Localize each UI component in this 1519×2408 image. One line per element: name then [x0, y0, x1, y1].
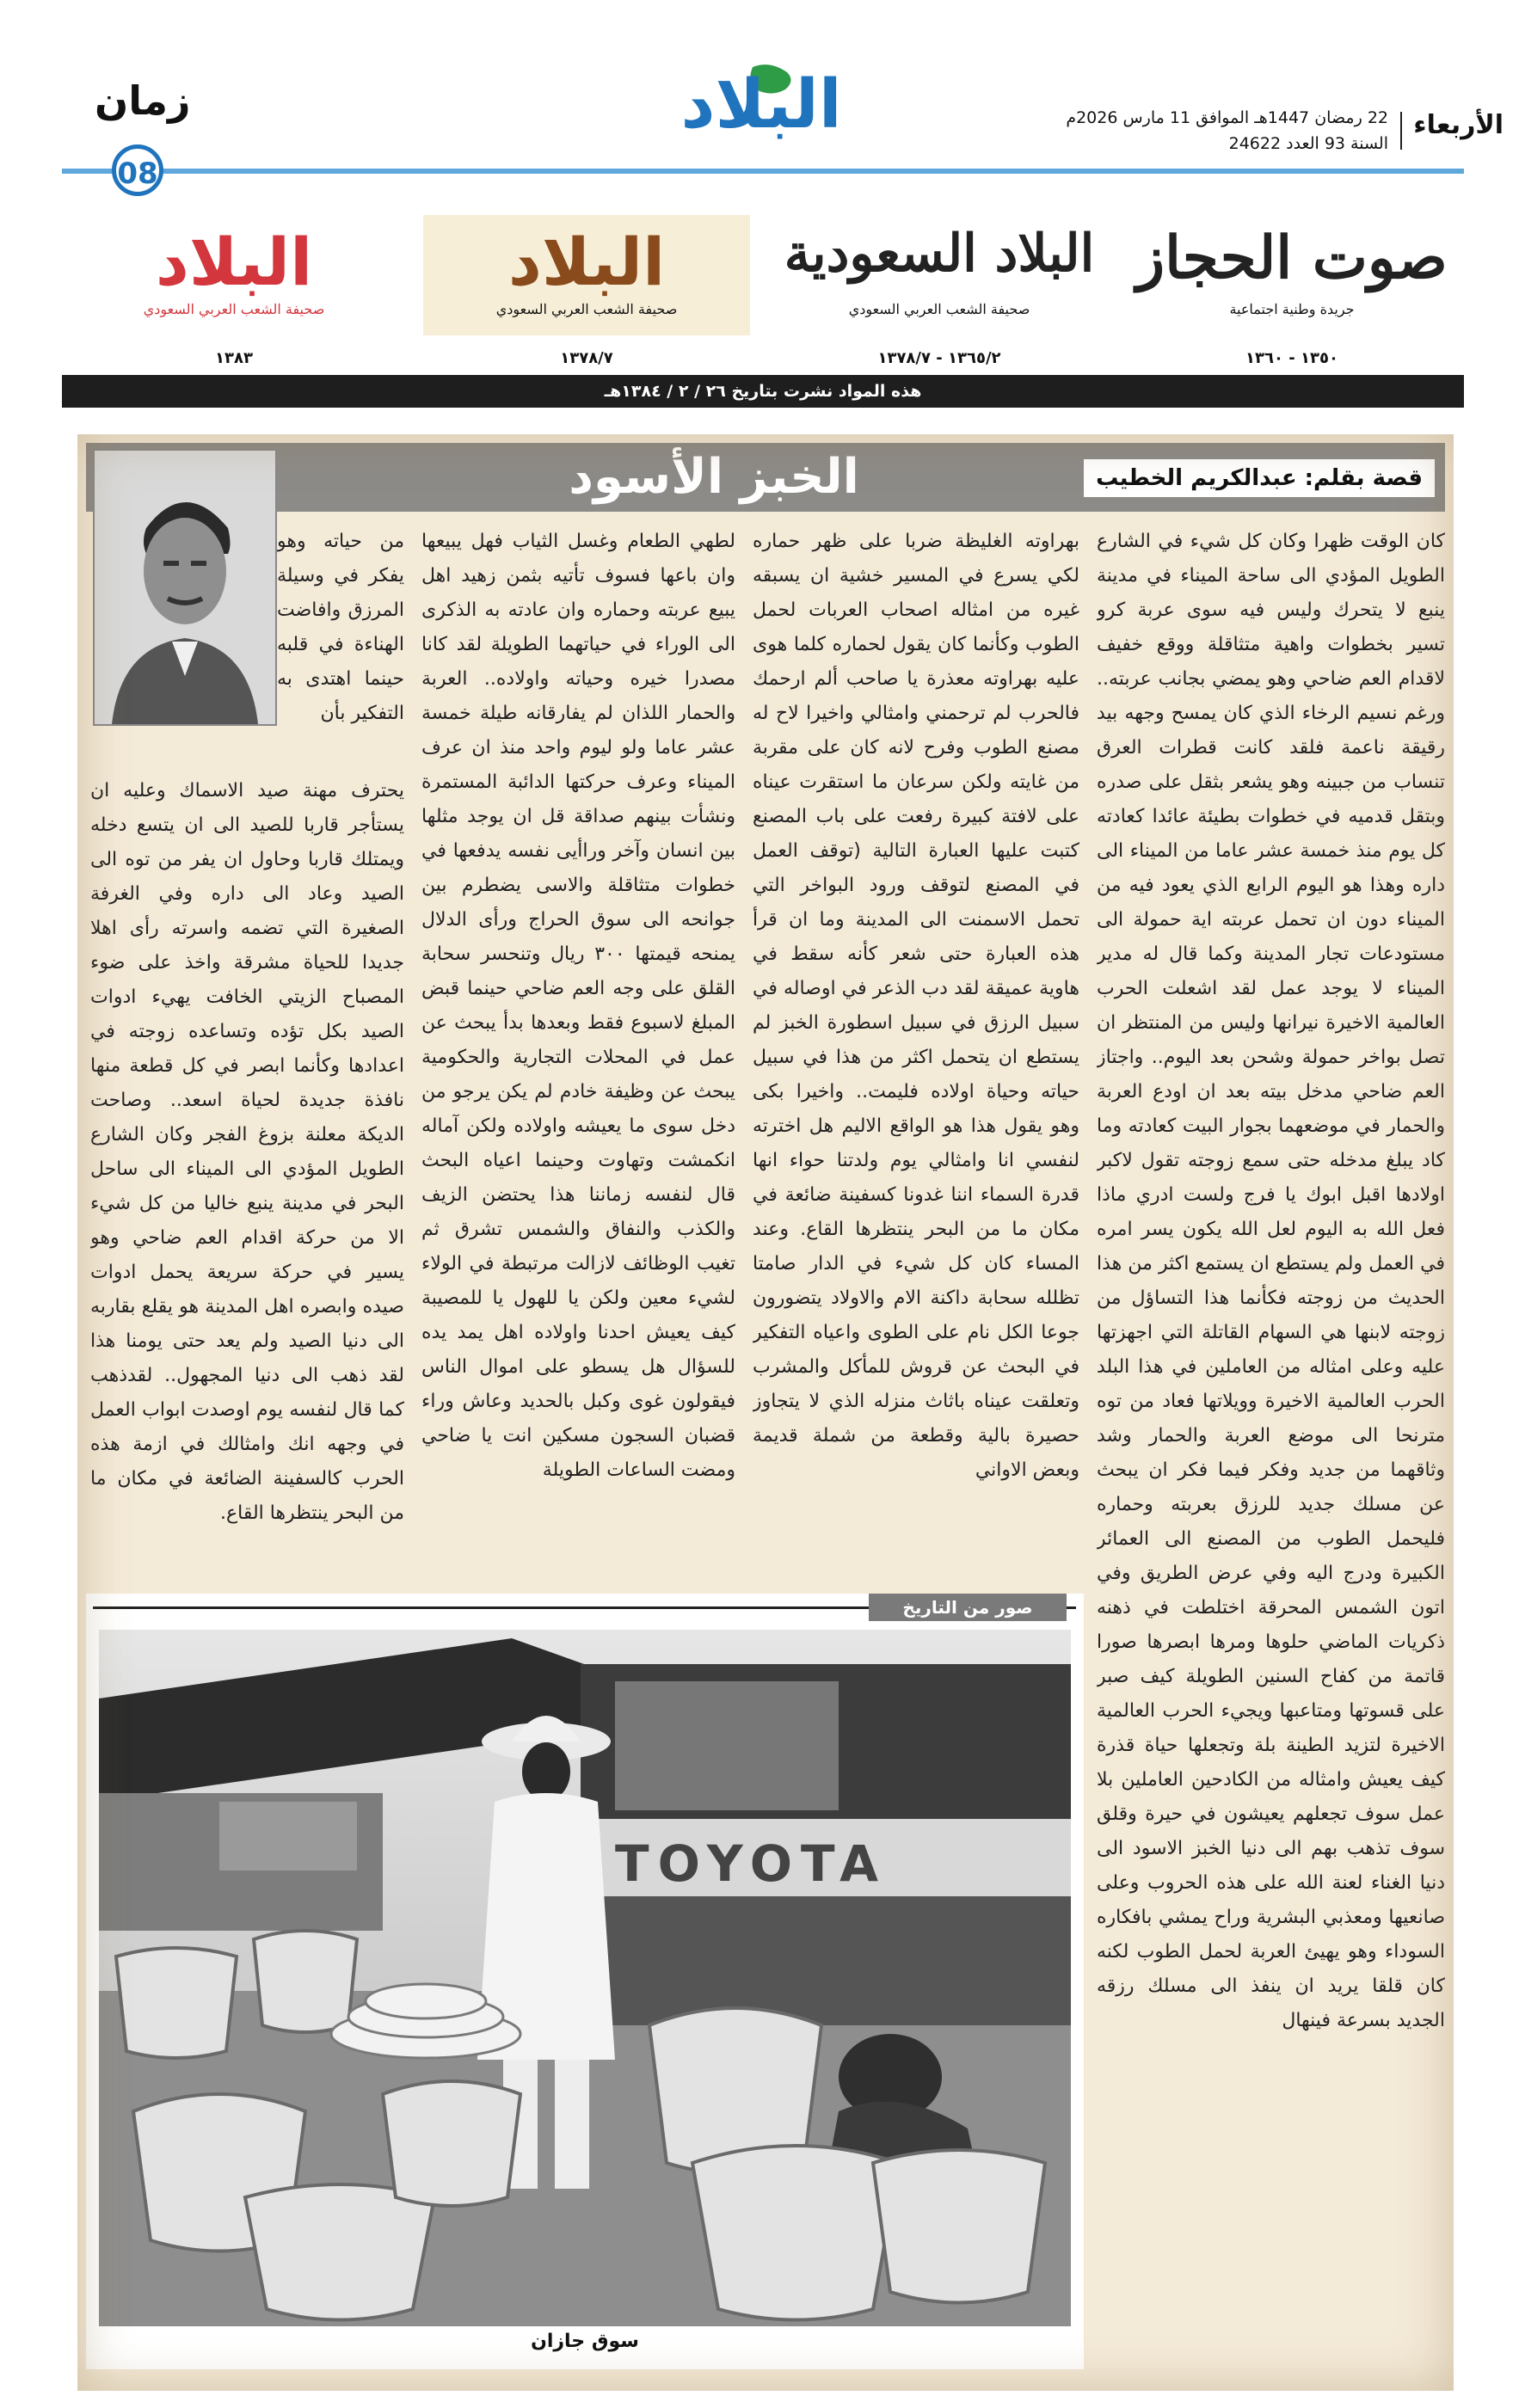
article-text: لطهي الطعام وغسل الثياب فهل يبيعها وان باعها فسوف تأتيه بثمن زهيد اهل يبيع عربته وحماره وان عادته به الذكرى الى الوراء في حياتهما الطويلة لقد كانا مصدرا خيره وحياته واولاده.. العربة والحمار اللذان لم يفارقانه طيلة خمسة عشر عاما ولو ليوم واحد منذ ان عرف الميناء وعرف حركتها الدائبة المستمرة ونشأت بينهم صداقة قل ان يوجد مثلها بين انسان وآخر وراأيى نفسه يدفعها في خطوات متثاقلة والاسى يضطرم بين جوانحه الى سوق الحراج ورأى الدلال يمنحه قيمتها ٣٠٠ ريال وتنحسر سحابة القلق على وجه العم ضاحي حينما قبض المبلغ لاسبوع فقط وبعدها بدأ يبحث عن عمل في المحلات التجارية والحكومية يبحث عن وظيفة خادم لم يكن يرجو من دخل سوى ما يعيشه واولاده ولكن آماله انكمشت وتهاوت وحينما اعياه البحث قال لنفسه زماننا هذا يحتضن الزيف والكذب والنفاق والشمس تشرق ثم تغيب الوظائف لازالت مرتبطة في الولاء لشيء معين ولكن يا للهول يا للمصيبة كيف يعيش احدنا واولاده اهل يمد يده للسؤال هل يسطو على اموال الناس فيقولون غوى وكبل بالحديد وعاش وراء قضبان السجون مسكين انت يا ضاحي ومضت الساعات الطويلة — [421, 531, 735, 1481]
photo-section-label: صور من التاريخ — [869, 1594, 1067, 1621]
old-masthead-years: ١٣٦٥/٢ - ١٣٧٨/٧ — [877, 349, 1001, 367]
article-column-1 — [1097, 525, 1445, 2378]
historical-mastheads — [62, 215, 1464, 370]
photo-caption: سوق جازان — [531, 2331, 639, 2352]
article-column-4-top — [277, 525, 404, 774]
old-masthead-albilad-1378 — [423, 215, 750, 367]
page-number-badge: 08 — [112, 144, 163, 196]
market-photo[interactable] — [99, 1630, 1071, 2326]
old-masthead-subtitle: صحيفة الشعب العربي السعودي — [495, 301, 678, 317]
old-masthead-title: البلاد — [507, 224, 666, 300]
old-masthead-years: ١٣٥٠ - ١٣٦٠ — [1245, 349, 1338, 367]
old-masthead-title: البلاد السعودية — [784, 224, 1095, 284]
header-rule — [62, 169, 1464, 174]
masthead-title: البلاد — [680, 66, 842, 144]
old-masthead-albilad-1383 — [71, 215, 397, 367]
author-photo — [93, 449, 277, 726]
old-masthead-subtitle: جريدة وطنية اجتماعية — [1229, 301, 1355, 317]
article-column-4 — [90, 774, 404, 1565]
article-column-2 — [753, 525, 1079, 1565]
article-byline: قصة بقلم: عبدالكريم الخطيب — [1084, 459, 1435, 497]
article-text: كان الوقت ظهرا وكان كل شيء في الشارع الطويل المؤدي الى ساحة الميناء في مدينة ينبع لا يتحرك وليس فيه سوى عربة كرو تسير بخطوات واهية متثاقلة ووقع خفيف لاقدام العم ضاحي وهو يمضي بجانب عربته.. ورغم نسيم الرخاء الذي كان يمسح وجهه بيد رقيقة ناعمة فلقد كانت قطرات العرق تنساب من جبينه وهو يشعر بثقل على صدره وبتقل قدميه في خطوات بطيئة عائدا كعادته كل يوم منذ خمسة عشر عاما من الميناء الى داره وهذا هو اليوم الرابع الذي يعود فيه من الميناء دون ان تحمل عربته اية حمولة الى مستودعات تجار المدينة وكما قال له مدير الميناء لا يوجد عمل لقد اشعلت الحرب العالمية الاخيرة نيرانها وليس من المنتظر ان تصل بواخر حمولة وشحن بعد اليوم.. واجتاز العم ضاحي مدخل بيته بعد ان اودع العربة والحمار في موضعهما بجوار البيت كعادته وما كاد يبلغ مدخله حتى سمع زوجته تقول لاكبر اولادها اقبل ابوك يا فرج ولست ادري ماذا فعل الله به اليوم لعل الله يكون يسر امره في العمل ولم يستطع ان يستمع اكثر من هذا الحديث من زوجته فكأنما هذا التساؤل من زوجته لابنها هي السهام القاتلة التي اجهزتها عليه وعلى امثاله من العاملين في هذا البلد الحرب العالمية الاخيرة وويلاتها فعاد من توه مترنحا الى موضع العربة والحمار وشد وثاقهما من جديد وفكر فيما فكر ان يبحث عن مسلك جديد للرزق بعربته وحماره فليحمل الطوب من المصنع الى العمائر الكبيرة ودرج اليه وفي عرض الطريق وفي اتون الشمس المحرقة اختلطت في ذهنه ذكريات الماضي حلوها ومرها ابصرها صورا قاتمة من كفاح السنين الطويلة كيف صبر على قسوتها ومتاعبها ويجيء الحرب العالمية الاخيرة لتزيد الطينة بلة وتجعلها حياة قذرة كيف يعيش وامثاله من الكادحين العاملين بلا عمل سوف تجعلهم يعيشون في حيرة وقلق سوف تذهب بهم الى دنيا الخبز الاسود الى دنيا الغناء لعنة الله على هذه الحروب وعلى صانعيها ومعذبي البشرية وراح يمشي بافكاره السوداء وهو يهيئ العربة لحمل الطوب لكنه كان قلقا يريد ان ينفذ الى مسلك رزقه الجديد بسرعة فينهال — [1097, 531, 1445, 2031]
old-masthead-albilad-alsaudia — [776, 215, 1103, 367]
article-column-3 — [421, 525, 735, 1565]
old-masthead-title: صوت الحجاز — [1136, 224, 1448, 292]
issue-line: السنة 93 العدد 24622 — [1228, 134, 1388, 153]
old-masthead-subtitle: صحيفة الشعب العربي السعودي — [143, 301, 325, 317]
old-masthead-years: ١٣٧٨/٧ — [560, 349, 613, 367]
article-title: الخبز الأسود — [569, 449, 859, 505]
section-title: زمان — [95, 77, 191, 124]
article-text: بهراوته الغليظة ضربا على ظهر حماره لكي يسرع في المسير خشية ان يسبقه غيره من امثاله اصحاب العربات لحمل الطوب وكأنما كان يقول لحماره كلما هوى عليه بهراوته معذرة يا صاحب ألم ارحمك فالحرب لم ترحمني وامثالي واخيرا لاح له مصنع الطوب وفرح لانه كان على مقربة من غايته ولكن سرعان ما استقرت عيناه على لافتة كبيرة رفعت على باب المصنع كتبت عليها العبارة التالية (توقف العمل في المصنع لتوقف ورود البواخر التي تحمل الاسمنت الى المدينة وما ان قرأ هذه العبارة حتى شعر كأنه سقط في هاوية عميقة لقد دب الذعر في اوصاله في سبيل الرزق في سبيل اسطورة الخبز لم يستطع ان يتحمل اكثر من هذا في سبيل حياته وحياة اولاده فليمت.. واخيرا بكى وهو يقول هذا هو الواقع الاليم هل اخترته لنفسي انا وامثالي يوم ولدتنا حواء انها قدرة السماء اننا غدونا كسفينة ضائعة في مكان ما من البحر ينتظرها القاع. وعند المساء كان كل شيء في الدار صامتا تظلله سحابة داكنة الام والاولاد يتضورون جوعا الكل نام على الطوى واعياه التفكير في البحث عن قروش للمأكل والمشرب وتعلقت عيناه باثاث منزله الذي لا يتجاوز حصيرة بالية وقطعة من شملة قديمة وبعض الاواني — [753, 531, 1079, 1481]
old-masthead-subtitle: صحيفة الشعب العربي السعودي — [848, 301, 1030, 317]
article-text: يحترف مهنة صيد الاسماك وعليه ان يستأجر قاربا للصيد الى ان يتسع دخله ويمتلك قاربا وحاول ان يفر من توه الى الصيد وعاد الى داره وفي الغرفة الصغيرة التي تضمه واسرته رأى اهلا جديدا للحياة مشرقة واخذ على ضوء المصباح الزيتي الخافت يهيء ادوات الصيد بكل تؤده وتساعده زوجته في اعدادها وكأنما ابصر في كل قطعة منها نافذة جديدة لحياة اسعد.. وصاحت الديكة معلنة بزوغ الفجر وكان الشارع الطويل المؤدي الى الميناء الى ساحل البحر في مدينة ينبع خاليا من كل شيء الا من حركة اقدام العم ضاحي وهو يسير في حركة سريعة يحمل ادوات صيده وابصره اهل المدينة هو يقلع بقاربه الى دنيا الصيد ولم يعد حتى يومنا هذا لقد ذهب الى دنيا المجهول.. لقدذهب كما قال لنفسه يوم اوصدت ابواب العمل في وجهه انك وامثالك في ازمة هذه الحرب كالسفينة الضائعة في مكان ما من البحر ينتظرها القاع. — [90, 780, 404, 1524]
day-name: الأربعاء — [1413, 110, 1504, 140]
old-masthead-years: ١٣٨٣ — [215, 349, 253, 367]
date-line: 22 رمضان 1447هـ الموافق 11 مارس 2026م — [1066, 108, 1388, 127]
old-masthead-sawt-alhijaz — [1128, 215, 1455, 367]
publication-notice: هذه المواد نشرت بتاريخ ٢٦ / ٢ / ١٣٨٤هـ — [62, 375, 1464, 408]
article-text: من حياته وهو يفكر في وسيلة المرزق وافاضت الهناءة في قلبه حينما اهتدى به التفكير بأن — [277, 531, 404, 724]
masthead-logo[interactable] — [649, 58, 873, 144]
date-block — [1066, 103, 1504, 163]
truck-brand-text: TOYOTA — [615, 1834, 887, 1893]
date-divider — [1400, 112, 1402, 150]
old-masthead-title: البلاد — [155, 224, 313, 300]
